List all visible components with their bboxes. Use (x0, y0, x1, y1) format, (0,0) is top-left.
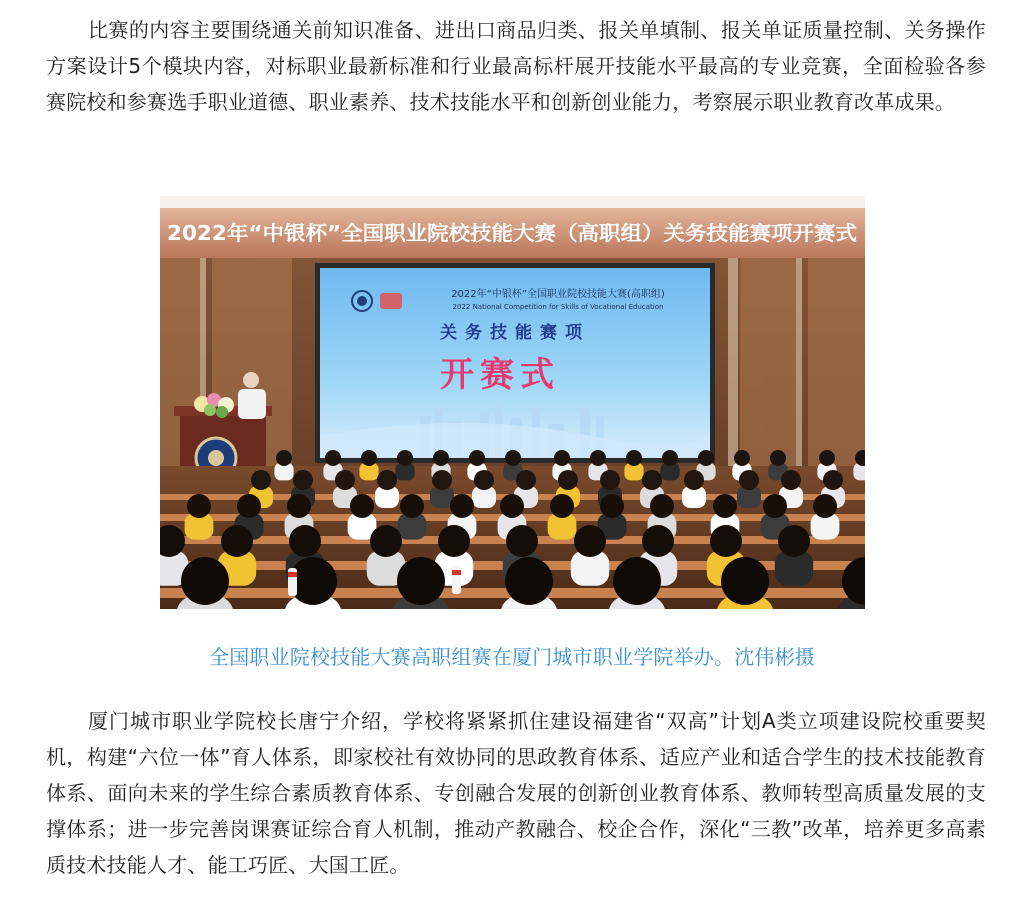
screen-line-1: 2022年“中银杯”全国职业院校技能大赛(高职组) (451, 289, 665, 300)
screen-subtitle: 关务技能赛项 (440, 323, 590, 343)
photo-caption: 全国职业院校技能大赛高职组赛在厦门城市职业学院举办。沈伟彬摄 (209, 645, 815, 669)
paragraph-2: 厦门城市职业学院校长唐宁介绍，学校将紧紧抓住建设福建省“双高”计划A类立项建设院校重要契机，构建“六位一体”育人体系，即家校社有效协同的思政教育体系、适应产业和适合学生的技术技能教育体系、面向未来的学生综合素质教育体系、专创融合发展的创新创业教育体系、教师转型高质量发展的支撑体系；进一步完善岗课赛证综合育人机制，推动产教融合、校企合作，深化“三教”改革，培养更多高素质技术技能人才、能工巧匠、大国工匠。 (46, 709, 986, 877)
event-photo (160, 196, 865, 609)
banner-text: 2022年“中银杯”全国职业院校技能大赛（高职组）关务技能赛项开赛式 (167, 221, 857, 245)
screen-title: 开赛式 (440, 355, 560, 395)
screen-line-2: 2022 National Competition for Skills of Vocational Education (452, 303, 664, 311)
competition-logo-icon (380, 293, 402, 309)
paragraph-1: 比赛的内容主要围绕通关前知识准备、进出口商品归类、报关单填制、报关单证质量控制、关务操作方案设计5个模块内容，对标职业最新标准和行业最高标杆展开技能水平最高的专业竞赛，全面检验各参赛院校和参赛选手职业道德、职业素养、技术技能水平和创新创业能力，考察展示职业教育改革成果。 (46, 18, 986, 114)
